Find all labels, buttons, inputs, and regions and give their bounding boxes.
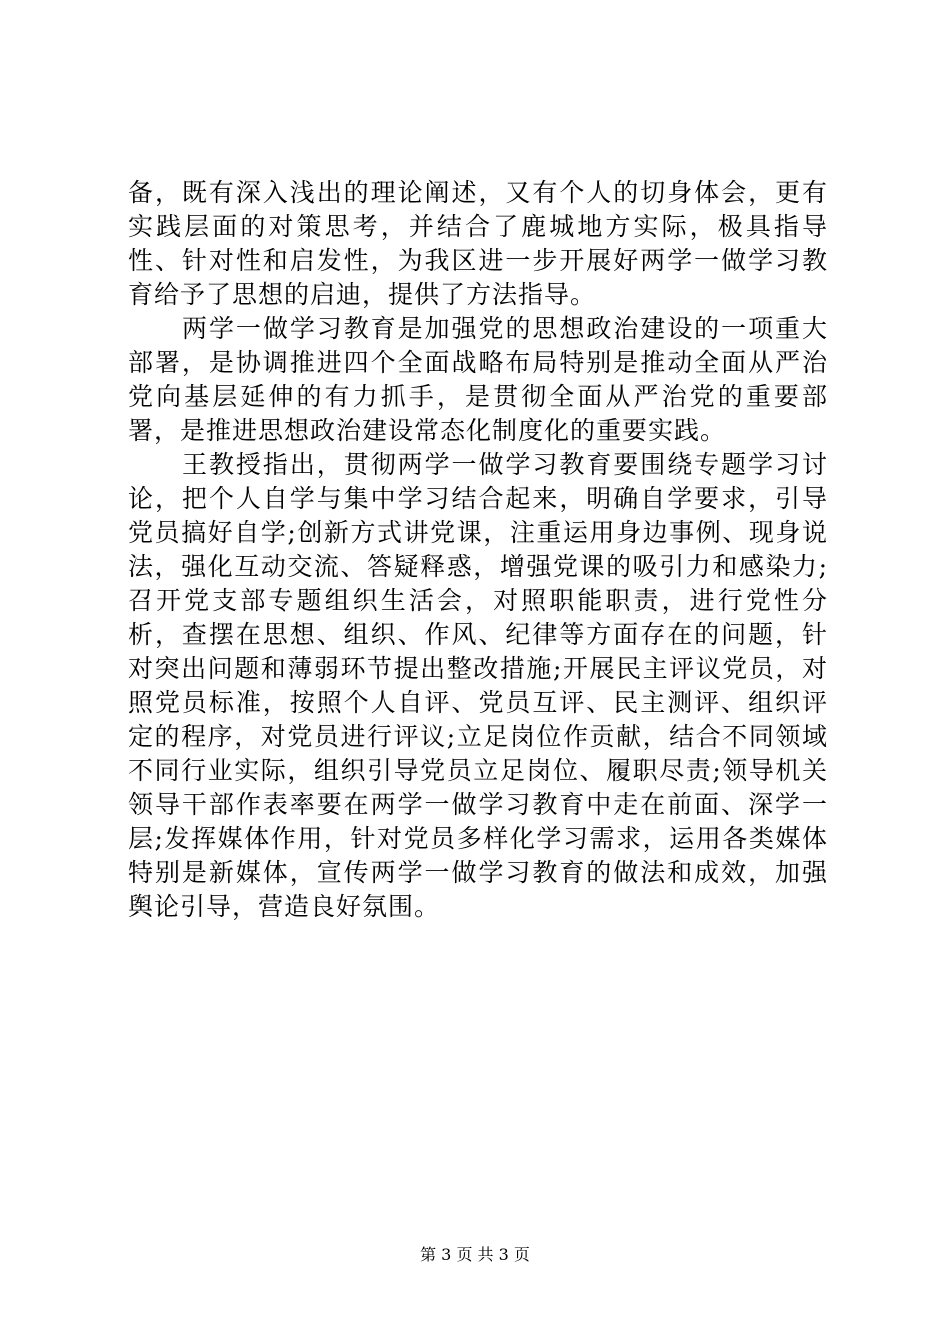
- paragraph-1: 备，既有深入浅出的理论阐述，又有个人的切身体会，更有实践层面的对策思考，并结合了鹿城地方实际，极具指导性、针对性和启发性，为我区进一步开展好两学一做学习教育给予了思想的启迪，提供了方法指导。: [128, 178, 828, 309]
- body-text: [128, 176, 828, 924]
- paragraph-3: 王教授指出，贯彻两学一做学习教育要围绕专题学习讨论，把个人自学与集中学习结合起来，明确自学要求，引导党员搞好自学;创新方式讲党课，注重运用身边事例、现身说法，强化互动交流、答疑释惑，增强党课的吸引力和感染力;召开党支部专题组织生活会，对照职能职责，进行党性分析，查摆在思想、组织、作风、纪律等方面存在的问题，针对突出问题和薄弱环节提出整改措施;开展民主评议党员，对照党员标准，按照个人自评、党员互评、民主测评、组织评定的程序，对党员进行评议;立足岗位作贡献，结合不同领域不同行业实际，组织引导党员立足岗位、履职尽责;领导机关领导干部作表率要在两学一做学习教育中走在前面、深学一层;发挥媒体作用，针对党员多样化学习需求，运用各类媒体特别是新媒体，宣传两学一做学习教育的做法和成效，加强舆论引导，营造良好氛围。: [128, 450, 828, 921]
- page-footer: 第 3 页 共 3 页: [420, 1245, 530, 1264]
- paragraph-2: 两学一做学习教育是加强党的思想政治建设的一项重大部署，是协调推进四个全面战略布局特别是推动全面从严治党向基层延伸的有力抓手，是贯彻全面从严治党的重要部署，是推进思想政治建设常态化制度化的重要实践。: [128, 314, 828, 445]
